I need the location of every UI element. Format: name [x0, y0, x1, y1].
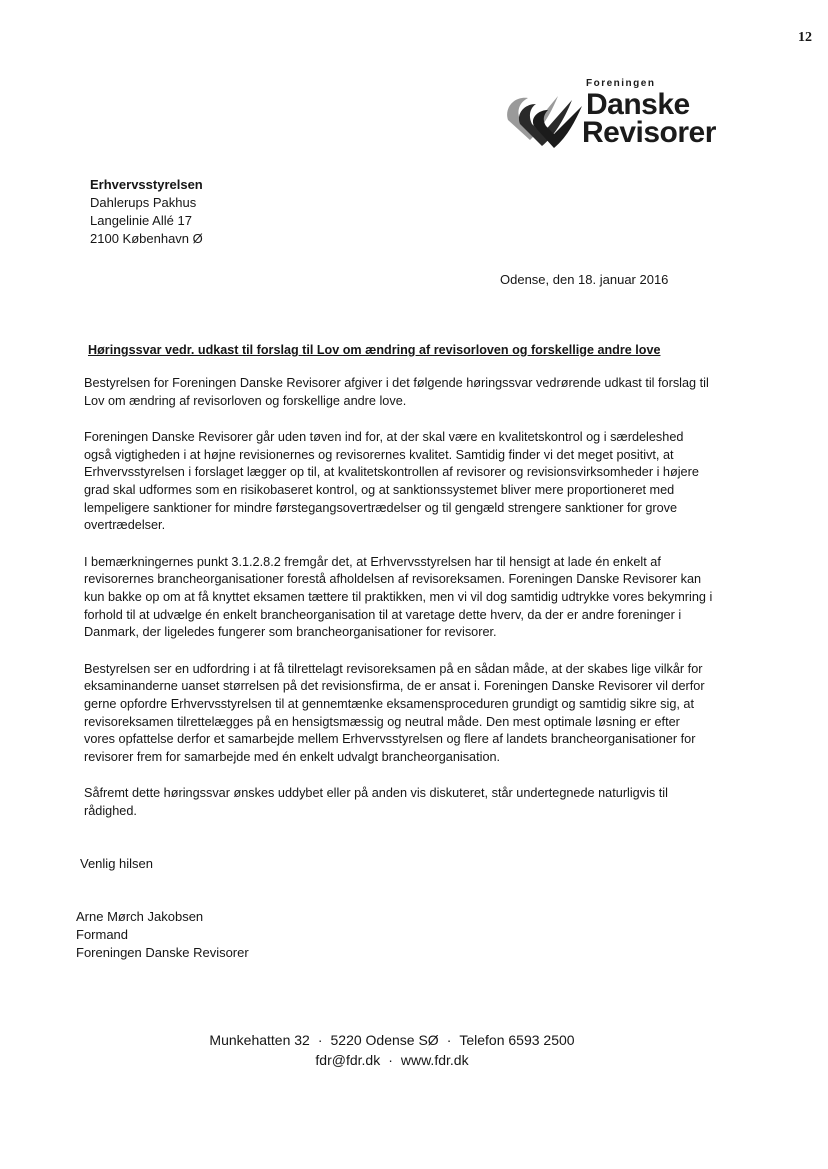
letter-body: [84, 375, 714, 839]
logo-title-line2: Revisorer: [582, 116, 716, 149]
logo-small-text: Foreningen: [586, 78, 656, 89]
letter-subject: Høringssvar vedr. udkast til forslag til Lov om ændring af revisorloven og forskellige andre love: [88, 343, 661, 357]
letter-date: Odense, den 18. januar 2016: [500, 272, 669, 287]
letter-footer: [0, 1030, 784, 1070]
footer-website: www.fdr.dk: [400, 1052, 469, 1068]
signatory-organization: Foreningen Danske Revisorer: [76, 945, 249, 960]
footer-email: fdr@fdr.dk: [315, 1052, 381, 1068]
body-paragraph: Såfremt dette høringssvar ønskes uddybet eller på anden vis diskuteret, står undertegnede naturligvis til rådighed.: [84, 786, 668, 818]
signatory-name: Arne Mørch Jakobsen: [76, 909, 204, 924]
footer-separator: ·: [317, 1032, 323, 1048]
footer-line-1: [0, 1030, 784, 1050]
footer-phone: Telefon 6593 2500: [459, 1032, 575, 1048]
body-paragraph: Foreningen Danske Revisorer går uden tøven ind for, at der skal være en kvalitetskontrol og i særdeleshed også vigtigheden i at højne revisionernes og revisorernes kvalitet. Samtidig finder vi det meget positivt, at Erhvervsstyrelsen i forslaget lægger op til, at kvalitetskontrollen af revisorer og revisionsvirksomheder i højere grad skal udformes som en risikobaseret kontrol, og at sanktionssystemet bliver mere proportioneret med lempeligere sanktioner for mindre førstegangsovertrædelser og til gengæld strengere sanktioner for grove overtrædelser.: [84, 430, 699, 533]
body-paragraph: I bemærkningernes punkt 3.1.2.8.2 fremgår det, at Erhvervsstyrelsen har til hensigt at lade én enkelt af revisorernes brancheorganisationer forestå afholdelsen af revisoreksamen. Foreningen Danske Revisorer kan kun bakke op om at få knyttet eksamen tættere til praktikken, men vi vil dog samtidig udtrykke vores bekymring i forhold til at udvælge én enkelt brancheorganisation til at varetage dette hverv, da der er andre foreninger i Danmark, der ligeledes fungerer som brancheorganisationer for revisorer.: [84, 554, 713, 640]
footer-postal: 5220 Odense SØ: [330, 1032, 439, 1048]
footer-address: Munkehatten 32: [209, 1032, 310, 1048]
signature-block: [76, 908, 249, 962]
recipient-address: [90, 176, 203, 248]
recipient-name: Erhvervsstyrelsen: [90, 177, 203, 192]
logo-title-line1: Danske: [586, 88, 690, 121]
body-paragraph: Bestyrelsen for Foreningen Danske Revisorer afgiver i det følgende høringssvar vedrørende udkast til forslag til Lov om ændring af revisorloven og forskellige andre love.: [84, 376, 709, 408]
page-number: 12: [798, 30, 812, 45]
checkmark-logo-icon: [500, 86, 586, 152]
footer-line-2: [0, 1050, 784, 1070]
signatory-title: Formand: [76, 927, 129, 942]
recipient-line: Langelinie Allé 17: [90, 213, 192, 228]
recipient-line: 2100 København Ø: [90, 231, 203, 246]
letter-closing: Venlig hilsen: [80, 856, 153, 871]
footer-separator: ·: [388, 1052, 393, 1068]
body-paragraph: Bestyrelsen ser en udfordring i at få tilrettelagt revisoreksamen på en sådan måde, at der skabes lige vilkår for eksaminanderne uanset størrelsen på det revisionsfirma, de er ansat i. Foreningen Danske Revisorer vil derfor gerne opfordre Erhvervsstyrelsen til at gennemtænke eksamensproceduren grundigt og samtidig sikre sig, at revisoreksamen tilrettelægges på en hensigtsmæssig og neutral måde. Den mest optimale løsning er efter vores opfattelse derfor et samarbejde mellem Erhvervsstyrelsen og flere af landets brancheorganisationer for revisorer frem for samarbejde med én enkelt udvalgt brancheorganisation.: [84, 661, 705, 764]
footer-separator: ·: [446, 1032, 452, 1048]
recipient-line: Dahlerups Pakhus: [90, 195, 197, 210]
organization-logo: [500, 78, 740, 154]
